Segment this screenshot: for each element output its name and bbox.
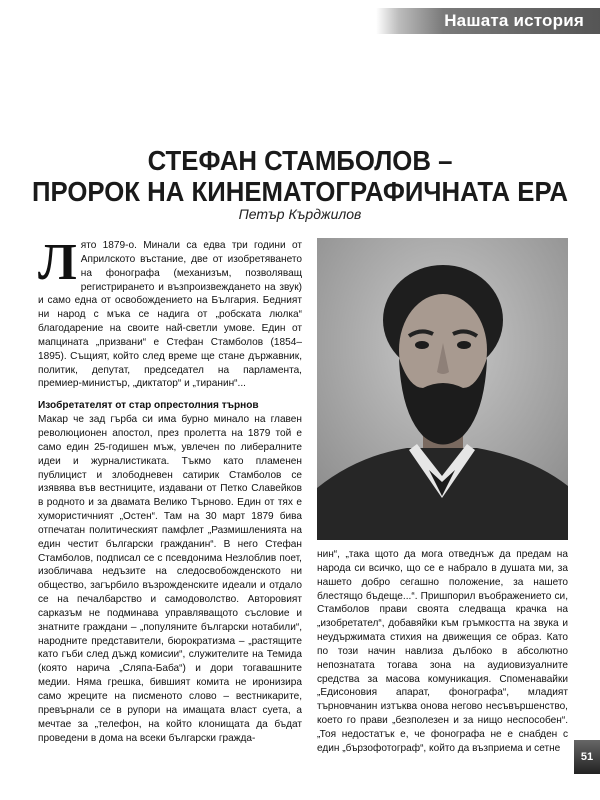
article-title-line-2: ПРОРОК НА КИНЕМАТОГРАФИЧНАТА ЕРА (31, 176, 569, 207)
intro-paragraph (38, 234, 302, 391)
text-column-left (38, 234, 302, 745)
article-author: Петър Кърджилов (238, 206, 362, 222)
article-title-line-1: СТЕФАН СТАМБОЛОВ – (147, 145, 453, 176)
body-paragraph-left: Макар че зад гърба си има бурно минало на главен революционен апостол, през пролетта на 1879 той е само един 25-годишен мъж, увлечен по либералните идеи и журналистиката. Тъкмо като пламенен публицист и злободневен сатирик Стамболов се изявява във вестниците, издавани от Петко Славейков в родното и за двамата Велико Търново. Един от тях е хумористичният „Остен“. Там на 30 март 1879 бива отпечатан политическият памфлет „Размишленията на един честит български гражданин“. В него Стефан Стамболов, подписал се с псевдонима Незлоблив поет, изобличава недъзите на следосвобожденското ни общество, загърбило възрожденските идеали и отдало се на печалбарство и самодоволство. Авторовият сарказъм не подминава управляващото съсловие и знатните граждани – „популяните български нотабили“, народните представители, бюрократизма – „растящите като гъби след дъжд комисии“, служителите на Темида (която наричa „Сляпа-Баба“) и дори тогавашните медии. Няма грешка, бившият комита не иронизира само жреците на писменото слово – вестникарите, превърнали се в рупори на имащата власт суета, а мечтае за „телефон, на който клонищата да бъдат проведени в дома на всеки български гражда- (38, 414, 302, 744)
page-number: 51 (574, 740, 600, 774)
section-label: Нашата история (444, 11, 584, 30)
section-header-tab (376, 8, 600, 34)
portrait-illustration (317, 238, 568, 540)
body-paragraph-right: нин“, „така щото да мога отведнъж да предам на народа си всичко, що се е набрало в душата ми, за нашето добро сегашно положение, за нашето блестящо бъдеще...“. Пришпорил въображението си, Стамболов прави своята следваща крачка на „изобретател“, добавяйки към гръмкостта на звука и неудържимата стихия на движещия се образ. Като по този начин навлиза дълбоко в абсолютно непознатата тогава зона на аудиовизуалните средства за масова комуникация. Споменавайки „Едисоновия апарат, фонографа“, младият търновчанин изтъква онова негово несъвършенство, което го прави „безполезен и за нищо неспособен“. „Тоя недостатък е, че фонографа не е снабден с един „бързофотограф“, който да възприема и сетне (317, 549, 568, 754)
text-column-right (317, 548, 568, 756)
intro-text: ято 1879-о. Минали са едва три години от Априлското въстание, две от изобретяването на фонографа (механизъм, позволяващ регистрирането и възпроизвеждането на звук) и само една от освобождението на България. Бедният ни народ с мъка се надига от „робската люлка“ благодарение на своите най-светли умове. Един от мапцината „призвани“ е Стефан Стамболов (1854–1895). Същият, който след време ще стане държавник, политик, депутат, председател на парламента, премиер-министър, „диктатор“ и „тиранин“... (38, 240, 302, 390)
subheading: Изобретателят от стар опрестолния търнов (38, 400, 259, 412)
portrait-photo (317, 238, 568, 540)
drop-cap: Л (38, 234, 77, 291)
